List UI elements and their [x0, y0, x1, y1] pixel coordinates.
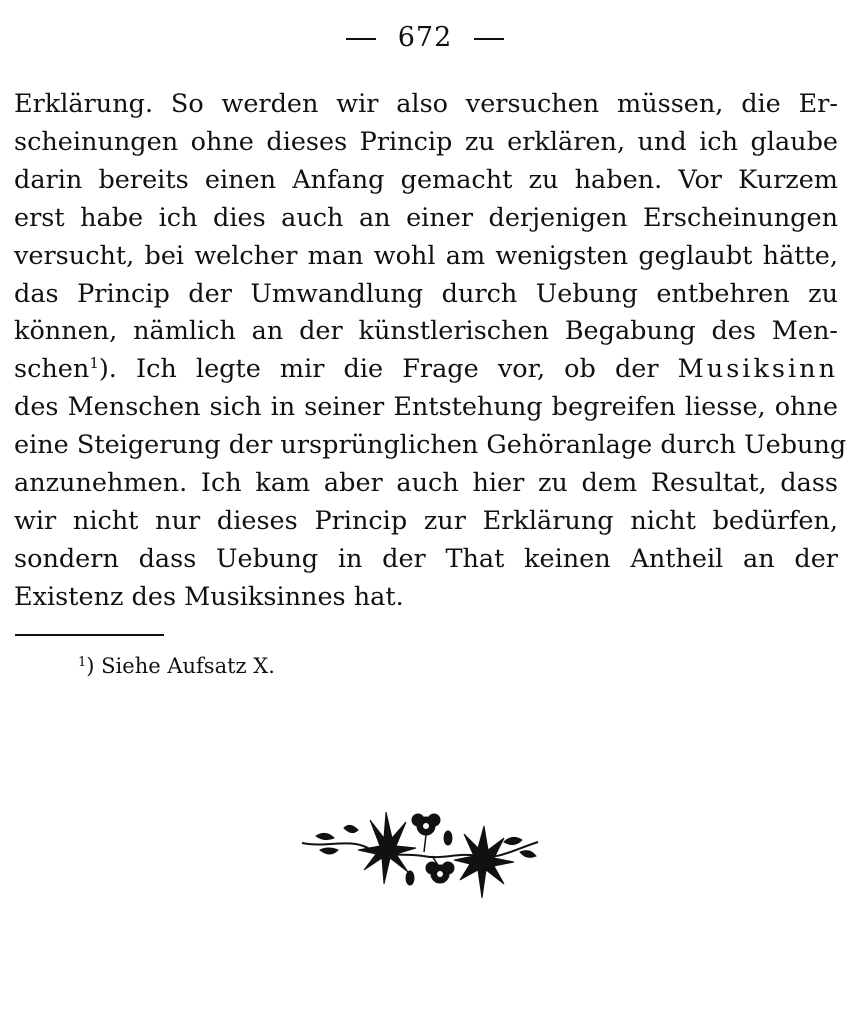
line-start: schen [14, 354, 90, 385]
footnote-marker: 1 [78, 655, 87, 670]
text-line: sondern dass Uebung in der That keinen Antheil an der [14, 543, 838, 574]
line-middle: Ich legte mir die Frage vor, ob der [136, 354, 659, 385]
page-number [0, 22, 850, 53]
footnote-reference-close: ). [98, 354, 117, 385]
text-line: erst habe ich dies auch an einer derjenigen Erscheinungen [14, 202, 838, 233]
footnote-marker-close: ) [86, 654, 95, 678]
text-line: anzunehmen. Ich kam aber auch hier zu dem Resultat, dass [14, 468, 838, 499]
text-line: scheinungen ohne dieses Princip zu erklären, und ich glaube [14, 126, 838, 157]
text-line: darin bereits einen Anfang gemacht zu haben. Vor Kurzem [14, 164, 838, 195]
page-number-dash-right [474, 38, 504, 40]
text-line: versucht, bei welcher man wohl am wenigsten geglaubt hätte, [14, 240, 838, 271]
text-line: Erklärung. So werden wir also versuchen müssen, die Er- [14, 89, 838, 119]
footnote-divider [15, 634, 164, 636]
text-line-with-footnote-ref [14, 351, 838, 389]
text-line: das Princip der Umwandlung durch Uebung entbehren zu [14, 278, 838, 309]
text-line: des Menschen sich in seiner Entstehung begreifen liesse, ohne [14, 392, 838, 423]
footnote [78, 654, 275, 678]
text-line: eine Steigerung der ursprünglichen Gehöranlage durch Uebung [14, 430, 847, 461]
footnote-reference: 1 [89, 354, 99, 373]
text-line-last: Existenz des Musiksinnes hat. [14, 581, 404, 612]
page-number-dash-left [346, 38, 376, 40]
page-number-value: 672 [397, 22, 453, 53]
text-line: wir nicht nur dieses Princip zur Erklärung nicht bedürfen, [14, 505, 838, 536]
footnote-text: Siehe Aufsatz X. [101, 654, 275, 678]
spaced-word: Musiksinn [677, 354, 838, 385]
body-text [14, 86, 847, 617]
floral-vignette-icon [298, 808, 544, 904]
text-line: können, nämlich an der künstlerischen Begabung des Men- [14, 316, 838, 347]
